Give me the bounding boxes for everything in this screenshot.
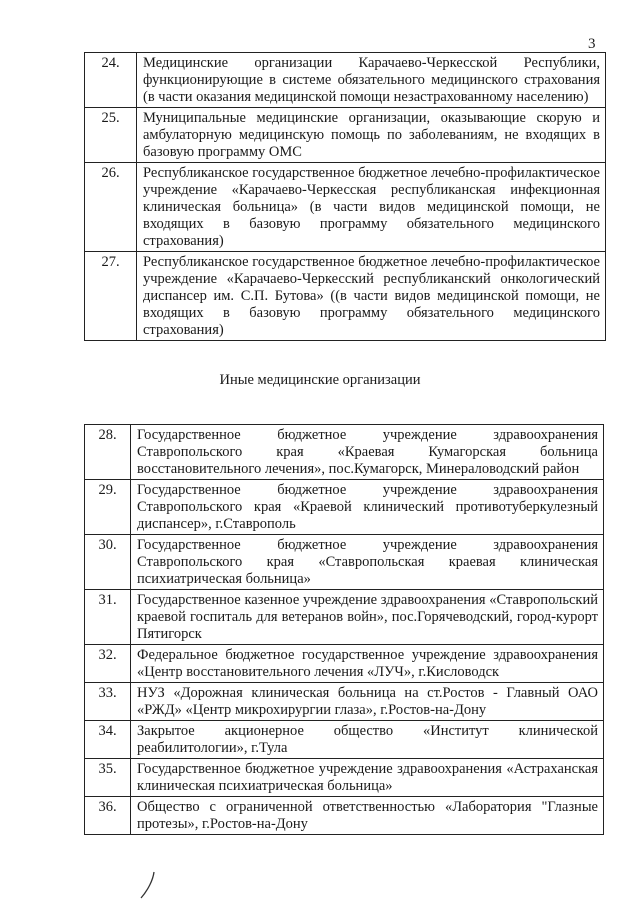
- row-number: 32.: [85, 645, 131, 683]
- row-number: 36.: [85, 797, 131, 835]
- table-row: [85, 797, 604, 835]
- row-number: 28.: [85, 425, 131, 480]
- page-number: 3: [588, 36, 596, 52]
- row-number: 35.: [85, 759, 131, 797]
- organization-name: НУЗ «Дорожная клиническая больница на ст.Ростов - Главный ОАО «РЖД» «Центр микрохирургии глаза», г.Ростов-на-Дону: [131, 683, 604, 721]
- organization-name: Общество с ограниченной ответственностью «Лаборатория "Глазные протезы», г.Ростов-на-Дону: [131, 797, 604, 835]
- organization-name: Республиканское государственное бюджетное лечебно-профилактическое учреждение «Карачаево-Черкесская республиканская инфекционная клиническая больница» (в части видов медицинской помощи, не входящих в базовую программу обязательного медицинского страхования): [137, 163, 606, 252]
- table-row: [85, 163, 606, 252]
- row-number: 29.: [85, 480, 131, 535]
- row-number: 33.: [85, 683, 131, 721]
- organizations-table-1: [84, 52, 606, 341]
- table-row: [85, 53, 606, 108]
- organization-name: Федеральное бюджетное государственное учреждение здравоохранения «Центр восстановительного лечения «ЛУЧ», г.Кисловодск: [131, 645, 604, 683]
- table-row: [85, 590, 604, 645]
- organizations-table-2: [84, 424, 604, 835]
- organization-name: Государственное бюджетное учреждение здравоохранения «Астраханская клиническая психиатрическая больница»: [131, 759, 604, 797]
- table-row: [85, 480, 604, 535]
- table-row: [85, 721, 604, 759]
- row-number: 30.: [85, 535, 131, 590]
- section-title: Иные медицинские организации: [219, 372, 421, 388]
- table-row: [85, 108, 606, 163]
- organization-name: Муниципальные медицинские организации, оказывающие скорую и амбулаторную медицинскую помощь по заболеваниям, не входящих в базовую программу ОМС: [137, 108, 606, 163]
- table-row: [85, 252, 606, 341]
- row-number: 27.: [85, 252, 137, 341]
- organization-name: Государственное казенное учреждение здравоохранения «Ставропольский краевой госпиталь для ветеранов войн», пос.Горячеводский, город-курорт Пятигорск: [131, 590, 604, 645]
- organization-name: Государственное бюджетное учреждение здравоохранения Ставропольского края «Краевая Кумагорская больница восстановительного лечения», пос.Кумагорск, Минераловодский район: [131, 425, 604, 480]
- row-number: 34.: [85, 721, 131, 759]
- row-number: 25.: [85, 108, 137, 163]
- organization-name: Медицинские организации Карачаево-Черкесской Республики, функционирующие в системе обязательного медицинского страхования (в части оказания медицинской помощи незастрахованному населению): [137, 53, 606, 108]
- organization-name: Государственное бюджетное учреждение здравоохранения Ставропольского края «Краевой клинический противотуберкулезный диспансер», г.Ставрополь: [131, 480, 604, 535]
- signature-mark: [138, 870, 158, 900]
- organization-name: Республиканское государственное бюджетное лечебно-профилактическое учреждение «Карачаево-Черкесский республиканский онкологический диспансер им. С.П. Бутова» ((в части видов медицинской помощи, не входящих в базовую программу обязательного медицинского страхования): [137, 252, 606, 341]
- table-row: [85, 535, 604, 590]
- row-number: 24.: [85, 53, 137, 108]
- table-row: [85, 645, 604, 683]
- table-row: [85, 759, 604, 797]
- table-row: [85, 425, 604, 480]
- table-row: [85, 683, 604, 721]
- organization-name: Государственное бюджетное учреждение здравоохранения Ставропольского края «Ставропольская краевая клиническая психиатрическая больница»: [131, 535, 604, 590]
- organization-name: Закрытое акционерное общество «Институт клинической реабилитологии», г.Тула: [131, 721, 604, 759]
- row-number: 31.: [85, 590, 131, 645]
- row-number: 26.: [85, 163, 137, 252]
